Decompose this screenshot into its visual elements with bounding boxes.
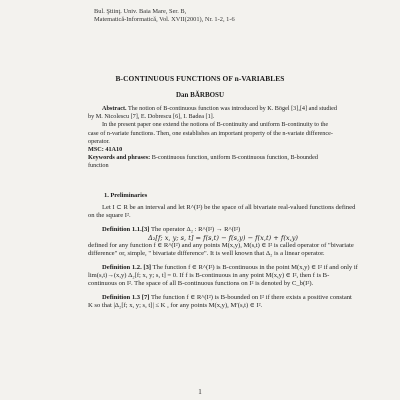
abstract-text-2: In the present paper one extend the notions of B-continuity and uniform B-continuity to the case of n-variate functions. Then, one establishes an important property of the n-variate difference-operator. xyxy=(88,121,333,145)
abstract-label: Abstract. xyxy=(102,105,127,112)
definition-1-2-label: Definition 1.2. [3] xyxy=(102,263,152,271)
body-text xyxy=(88,204,358,310)
section-heading-preliminaries: 1. Preliminaries xyxy=(104,192,148,199)
definition-1-3-label: Definition 1.3 [7] xyxy=(102,293,150,301)
definition-1-3-text: The function f ∈ R^(I²) is B-bounded on I² if there exists a positive constant K so that |Δ₂[f; x, y; s, t]| ≤ K , for any points M(x,y), M′(s,t) ∈ I². xyxy=(88,293,352,309)
definition-1-1-equation: Δ₂[f; x, y; s, t] = f(s,t) − f(s,y) − f(x,t) + f(x,y) xyxy=(147,233,299,242)
paper-title: B-CONTINUOUS FUNCTIONS OF n-VARIABLES xyxy=(115,74,285,83)
abstract-block xyxy=(88,105,338,171)
paragraph-intro: Let I ⊂ R be an interval and let R^(I²) be the space of all bivariate real-valued functions defined on the square I². xyxy=(88,204,356,220)
abstract-text: The notion of B-continuous function was introduced by K. Bögel [3],[4] and studied by M. Nicolescu [7], E. Dobrescu [6], I. Badea [1]. xyxy=(88,105,337,121)
definition-1-1-text: The operator Δ₂ : R^(I²) → R^(I²) xyxy=(150,225,241,233)
definition-1-1-label: Definition 1.1.[3] xyxy=(102,225,150,233)
definition-1-1-rest: defined for any function f ∈ R^(I²) and any points M(x,y), M(s,t) ∈ I² is called operator of "bivariate difference" or, simple, " bivariate difference". It is well known that Δ₂ is a linear operator. xyxy=(88,242,354,258)
journal-header-line-2: Matematică-Informatică, Vol. XVII(2001), Nr. 1-2, 1-6 xyxy=(94,16,235,24)
keywords-text: B-continuous function, uniform B-continuous function, B-bounded function xyxy=(88,154,318,170)
definition-1-2-text: The function f ∈ R^(I²) is B-continuous in the point M(x,y) ∈ I² if and only if lim(s,t)→(x,y) Δ₂[f; x, y; s, t] = 0. If f is B-continuous in any point M(x,y) ∈ I², then f is B-continuous on I². The space of all B-continuous functions on I² is denoted by C_b(I²). xyxy=(88,263,358,288)
paper-author: Dan BĂRBOSU xyxy=(175,91,225,99)
journal-header xyxy=(94,8,235,25)
msc-code: MSC: 41A10 xyxy=(88,146,123,154)
keywords-label: Keywords and phrases: xyxy=(88,154,151,162)
journal-header-line-1: Bul. Ştiinţ. Univ. Baia Mare, Ser. B, xyxy=(94,8,187,15)
page-number: 1 xyxy=(198,388,202,396)
